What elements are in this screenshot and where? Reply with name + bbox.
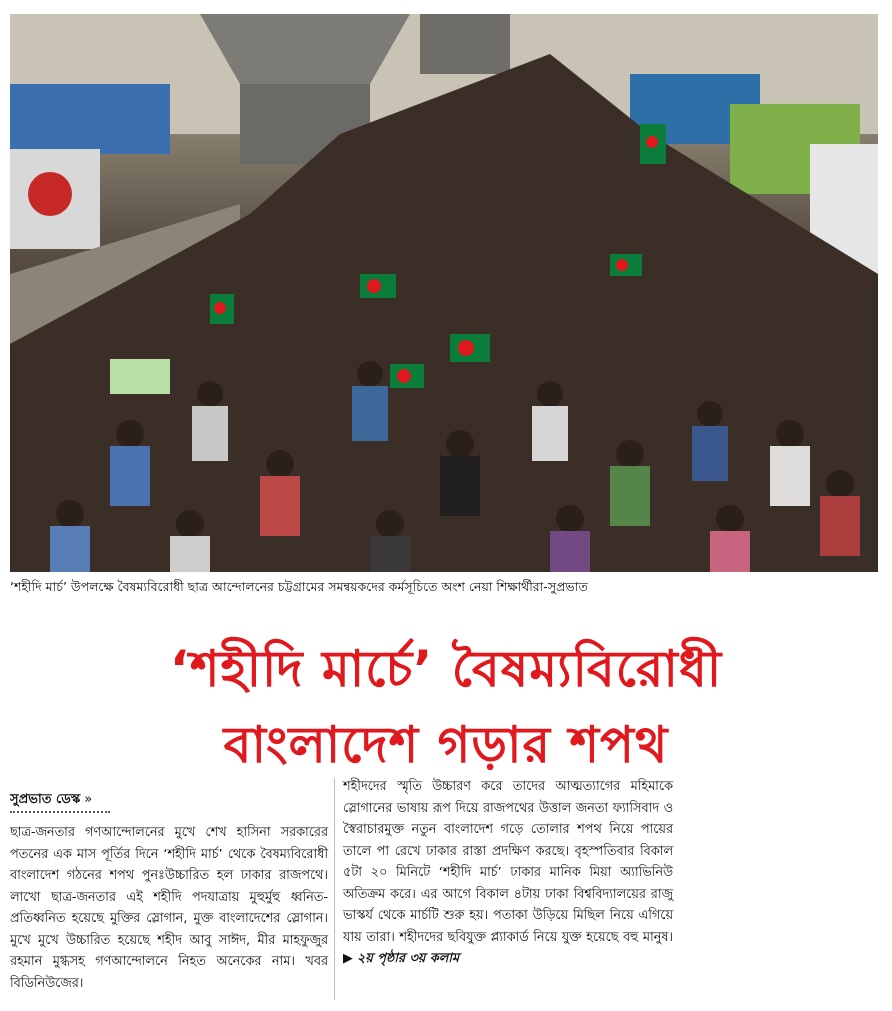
jump-arrow-icon: ▶ xyxy=(343,951,353,966)
crowd-march-photo-icon xyxy=(10,14,878,572)
headline-line-2: বাংলাদেশ গড়ার শপথ xyxy=(223,716,669,774)
photo-caption: ‘শহীদি মার্চ’ উপলক্ষে বৈষম্যবিরোধী ছাত্র আন্দোলনের চট্টগ্রামের সমন্বয়কদের কর্মসূচিতে অংশ নেয়া শিক্ষার্থীরা-সুপ্রভাত xyxy=(10,579,588,594)
article-column-2-text: শহীদদের স্মৃতি উচ্চারণ করে তাদের আত্মত্যাগের মহিমাকে স্লোগানের ভাষায় রূপ দিয়ে রাজপথের উত্তাল জনতা ফ্যাসিবাদ ও স্বৈরাচারমুক্ত নতুন বাংলাদেশ গড়ে তোলার শপথ নিয়ে পায়ের তালে পা রেখে ঢাকার রাস্তা প্রদক্ষিণ করছে। বৃহস্পতিবার বিকাল ৫টা ২০ মিনিটে ‘শহীদি মার্চ’ ঢাকার মানিক মিয়া অ্যাভিনিউ অতিক্রম করে। এর আগে বিকাল ৪টায় ঢাকা বিশ্ববিদ্যালয়ের রাজু ভাস্কর্য থেকে মার্চটি শুরু হয়। পতাকা উড়িয়ে মিছিল নিয়ে এগিয়ে যায় তারা। শহীদদের ছবিযুক্ত প্ল্যাকার্ড নিয়ে যুক্ত হয়েছে বহু মানুষ। xyxy=(343,779,673,945)
byline-desk: সুপ্রভাত ডেস্ক xyxy=(10,792,81,807)
byline xyxy=(10,790,92,811)
headline-line-1: ‘শহীদি মার্চে’ বৈষম্যবিরোধী xyxy=(169,640,723,698)
byline-divider xyxy=(10,811,110,813)
byline-arrow-icon: » xyxy=(84,792,93,807)
column-divider xyxy=(334,778,335,1000)
article-column-2 xyxy=(343,776,673,970)
news-photo xyxy=(10,14,878,572)
article-column-1: ছাত্র-জনতার গণআন্দোলনের মুখে শেখ হাসিনা সরকারের পতনের এক মাস পূর্তির দিনে ‘শহীদি মার্চ’ থেকে বৈষম্যবিরোধী বাংলাদেশ গঠনের শপথ পুনঃউচ্চারিত হল ঢাকার রাজপথে। লাখো ছাত্র-জনতার এই শহীদি পদযাত্রায় মুহুর্মুহু ধ্বনিত-প্রতিধ্বনিত হয়েছে মুক্তির স্লোগান, মুক্ত বাংলাদেশের স্লোগান। মুখে মুখে উচ্চারিত হয়েছে শহীদ আবু সাঈদ, মীর মাহফুজুর রহমান মুগ্ধসহ গণআন্দোলনে নিহত অনেকের নাম। খবর বিডিনিউজের। xyxy=(10,825,328,991)
continued-link[interactable]: ২য় পৃষ্ঠার ৩য় কলাম xyxy=(356,951,460,966)
